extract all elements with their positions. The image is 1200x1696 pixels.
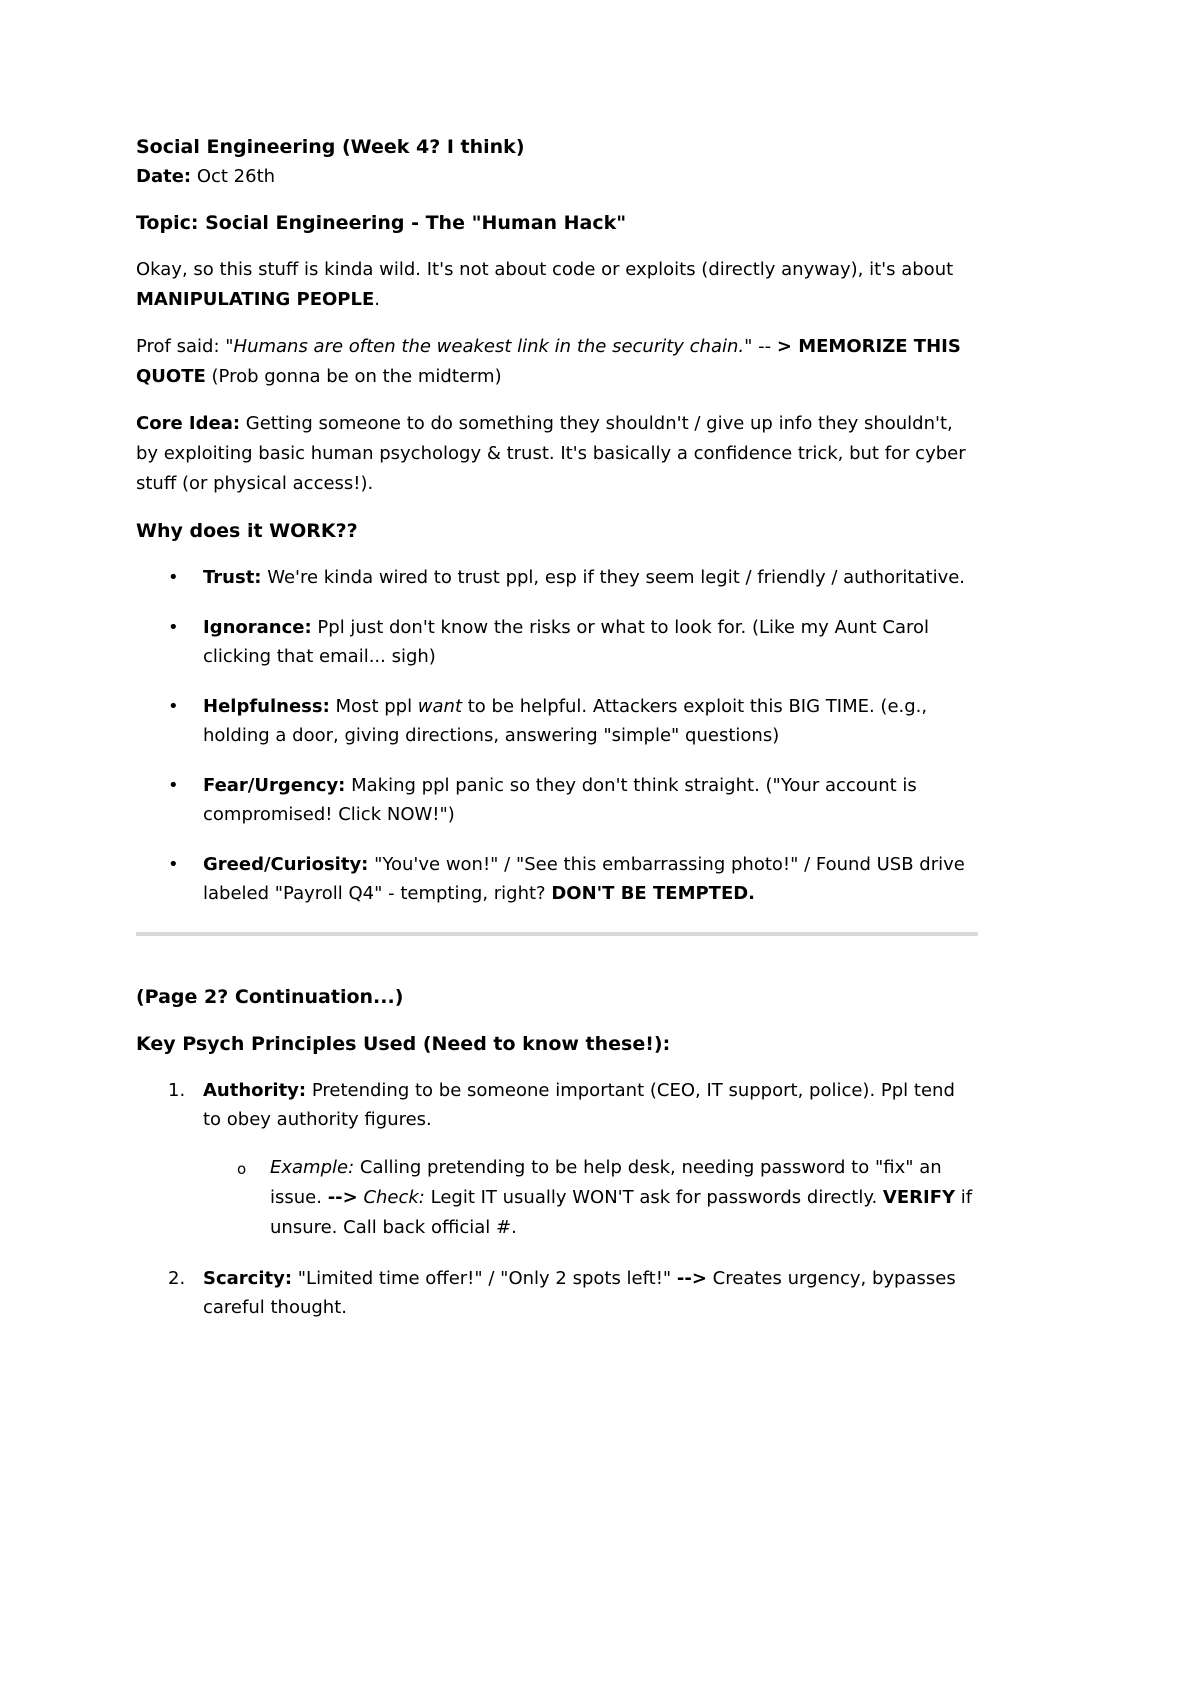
- principles-heading: Key Psych Principles Used (Need to know these!):: [136, 1033, 671, 1055]
- bullet-icon: •: [168, 567, 179, 588]
- number-marker: 2.: [168, 1268, 186, 1289]
- core-idea-label: Core Idea:: [136, 413, 241, 434]
- prof-quote-paragraph: [136, 332, 978, 392]
- intro-period: .: [374, 289, 380, 310]
- example-label: Example:: [270, 1157, 355, 1178]
- prof-pre: Prof said:: [136, 336, 226, 357]
- item-label: Helpfulness:: [203, 696, 330, 717]
- example-sublist: [203, 1153, 978, 1243]
- arrow-bold: -->: [327, 1187, 358, 1208]
- bullet-icon: •: [168, 617, 179, 638]
- bullet-icon: •: [168, 775, 179, 796]
- item-text-post: to be helpful. Attackers exploit this BIG TIME. (e.g., holding a door, giving directions, answering "simple" questions): [203, 696, 928, 746]
- principles-list: [136, 1076, 978, 1322]
- sub-list-item: [203, 1153, 978, 1243]
- list-item: [136, 563, 978, 592]
- item-text: Ppl just don't know the risks or what to look for. (Like my Aunt Carol clicking that email... sigh): [203, 617, 930, 667]
- why-bullet-list: [136, 563, 978, 908]
- item-label: Ignorance:: [203, 617, 312, 638]
- intro-paragraph: [136, 255, 978, 315]
- why-heading: Why does it WORK??: [136, 520, 358, 542]
- prof-post: (Prob gonna be on the midterm): [205, 366, 502, 387]
- list-item: [136, 692, 978, 750]
- date-line: [136, 162, 978, 192]
- list-item: [136, 850, 978, 908]
- bullet-icon: •: [168, 854, 179, 875]
- item-italic: want: [417, 696, 463, 717]
- verify-bold: VERIFY: [882, 1187, 956, 1208]
- item-label: Trust:: [203, 567, 262, 588]
- note-title: Social Engineering (Week 4? I think): [136, 136, 525, 158]
- list-item: [136, 771, 978, 829]
- item-label: Scarcity:: [203, 1268, 293, 1289]
- example-text: Calling pretending to be help desk, needing password to "fix" an issue.: [270, 1157, 942, 1208]
- intro-text: Okay, so this stuff is kinda wild. It's not about code or exploits (directly anyway), it's about: [136, 259, 954, 280]
- item-text: Most ppl: [329, 696, 418, 717]
- list-item: [136, 1076, 978, 1243]
- list-item: [136, 613, 978, 671]
- number-marker: 1.: [168, 1080, 186, 1101]
- date-label: Date:: [136, 166, 192, 187]
- prof-quote: "Humans are often the weakest link in the security chain.": [225, 336, 753, 357]
- item-text: "You've won!" / "See this embarrassing photo!" / Found USB drive labeled "Payroll Q4" - tempting, right?: [203, 854, 965, 904]
- item-label: Fear/Urgency:: [203, 775, 346, 796]
- prof-dash: --: [752, 336, 777, 357]
- item-text: We're kinda wired to trust ppl, esp if they seem legit / friendly / authoritative.: [261, 567, 966, 588]
- intro-bold: MANIPULATING PEOPLE: [136, 289, 375, 310]
- section-divider: [136, 932, 978, 936]
- page2-note: (Page 2? Continuation...): [136, 986, 404, 1008]
- prof-memorize: > MEMORIZE THIS QUOTE: [136, 336, 961, 387]
- check-text-end: if unsure. Call back official #.: [270, 1187, 973, 1238]
- check-text: Legit IT usually WON'T ask for passwords directly.: [424, 1187, 883, 1208]
- core-idea-text: Getting someone to do something they shouldn't / give up info they shouldn't, by exploiting basic human psychology & trust. It's basically a confidence trick, but for cyber stuff (or physical access!).: [136, 413, 966, 494]
- core-idea-paragraph: [136, 409, 978, 499]
- list-item: [136, 1264, 978, 1322]
- topic-heading: Topic: Social Engineering - The "Human Hack": [136, 212, 627, 234]
- item-text: "Limited time offer!" / "Only 2 spots left!": [292, 1268, 677, 1289]
- date-value: Oct 26th: [191, 166, 276, 187]
- arrow-bold: -->: [676, 1268, 707, 1289]
- item-text-end: Creates urgency, bypasses careful thought.: [203, 1268, 956, 1318]
- item-bold-end: DON'T BE TEMPTED.: [551, 883, 756, 904]
- item-label: Authority:: [203, 1080, 307, 1101]
- item-text: Making ppl panic so they don't think straight. ("Your account is compromised! Click NOW!"): [203, 775, 917, 825]
- document-content: [136, 0, 978, 1322]
- sub-bullet-icon: o: [237, 1160, 247, 1178]
- check-label: Check:: [357, 1187, 425, 1208]
- bullet-icon: •: [168, 696, 179, 717]
- item-text: Pretending to be someone important (CEO, IT support, police). Ppl tend to obey authority figures.: [203, 1080, 955, 1130]
- item-label: Greed/Curiosity:: [203, 854, 369, 875]
